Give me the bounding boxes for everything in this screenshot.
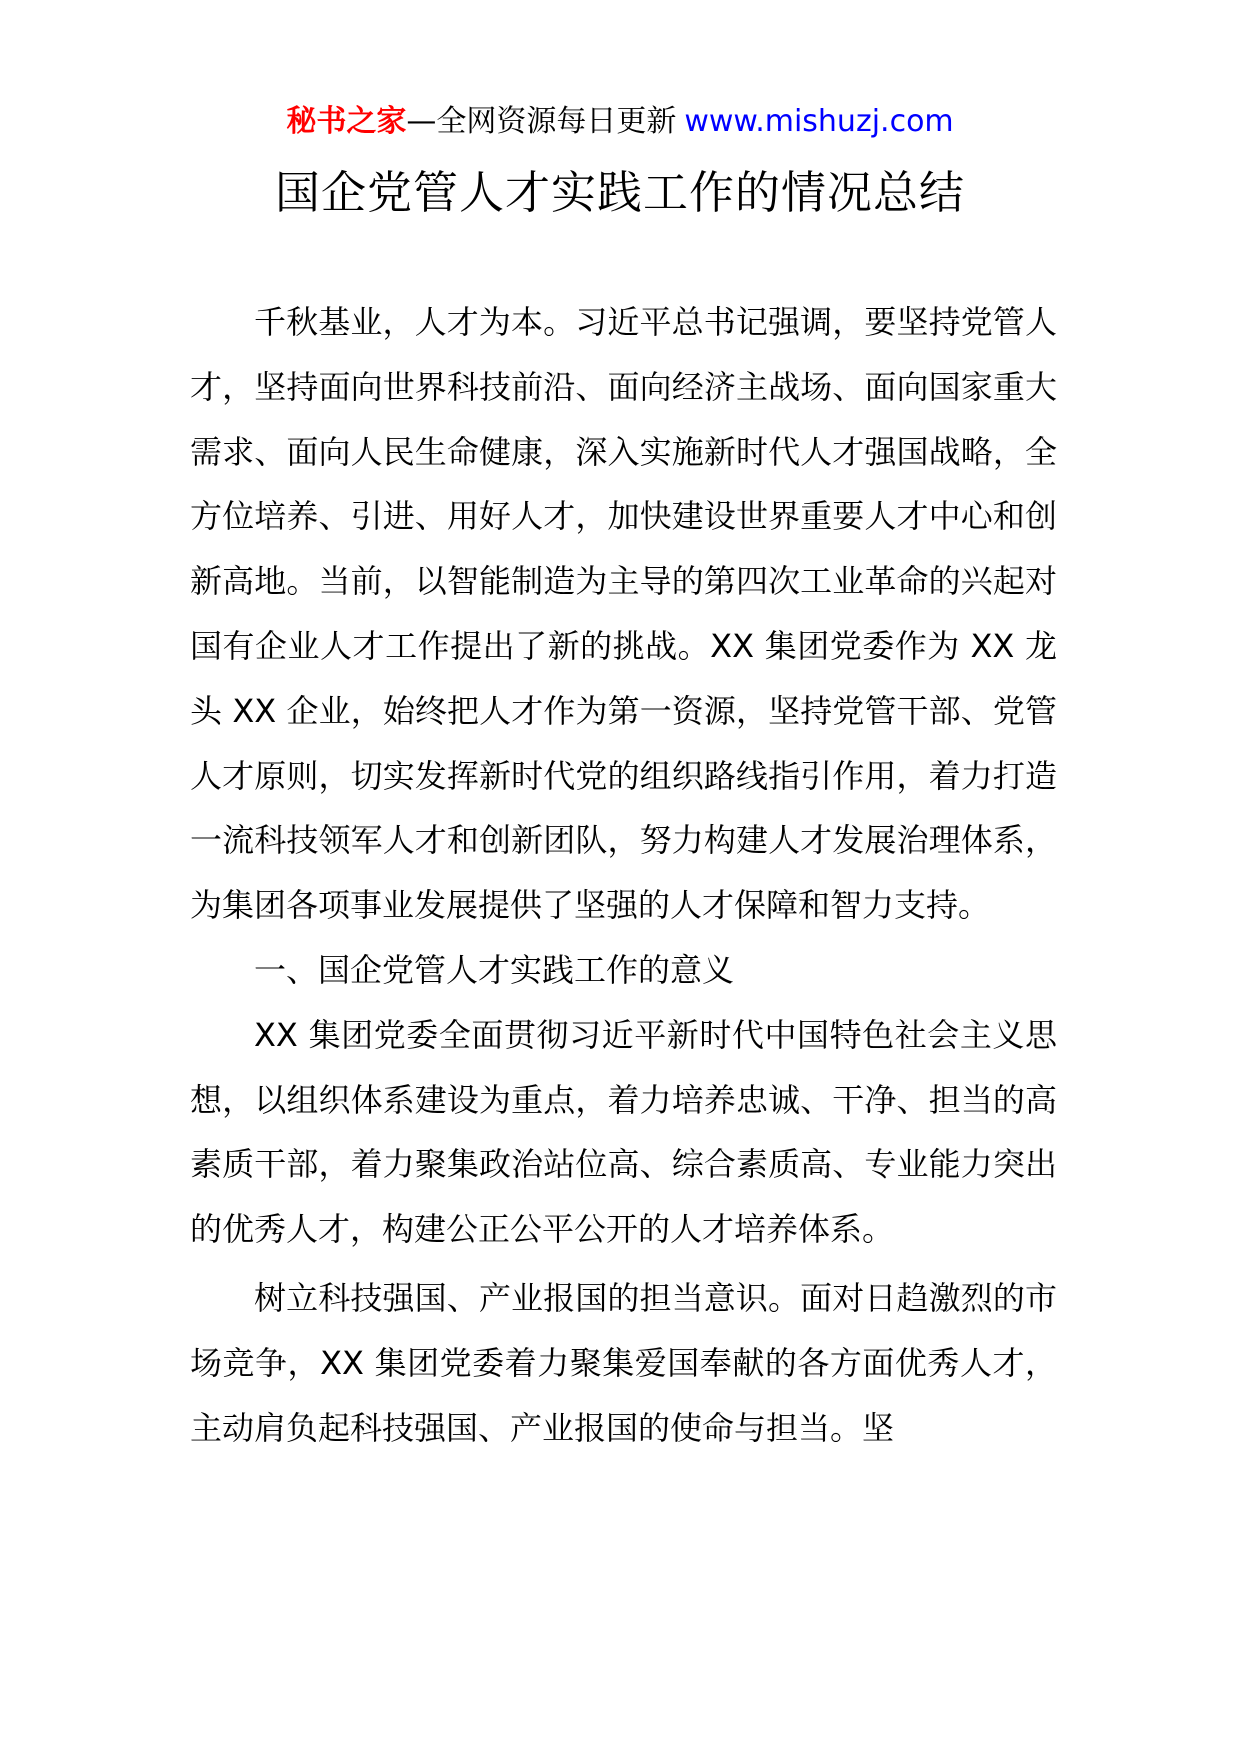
document-body: [190, 290, 1057, 1460]
brand-name: 秘书之家: [286, 104, 407, 139]
document-title: 国企党管人才实践工作的情况总结: [274, 166, 965, 219]
intro-paragraph: 千秋基业，人才为本。习近平总书记强调，要坚持党管人才，坚持面向世界科技前沿、面向经济主战场、面向国家重大需求、面向人民生命健康，深入实施新时代人才强国战略，全方位培养、引进、用好人才，加快建设世界重要人才中心和创新高地。当前，以智能制造为主导的第四次工业革命的兴起对国有企业人才工作提出了新的挑战。XX 集团党委作为 XX 龙头 XX 企业，始终把人才作为第一资源，坚持党管干部、党管人才原则，切实发挥新时代党的组织路线指引作用，着力打造一流科技领军人才和创新团队，努力构建人才发展治理体系，为集团各项事业发展提供了坚强的人才保障和智力支持。: [190, 303, 1057, 925]
section-heading: 一、国企党管人才实践工作的意义: [254, 950, 735, 989]
body-paragraph: 树立科技强国、产业报国的担当意识。面对日趋激烈的市场竞争，XX 集团党委着力聚集爱国奉献的各方面优秀人才，主动肩负起科技强国、产业报国的使命与担当。坚: [190, 1278, 1057, 1447]
site-header: [0, 100, 1240, 144]
body-paragraph: XX 集团党委全面贯彻习近平新时代中国特色社会主义思想，以组织体系建设为重点，着力培养忠诚、干净、担当的高素质干部，着力聚集政治站位高、综合素质高、专业能力突出的优秀人才，构建公正公平公开的人才培养体系。: [190, 1015, 1057, 1249]
site-url-link[interactable]: www.mishuzj.com: [684, 104, 954, 139]
header-tagline: —全网资源每日更新: [406, 104, 677, 139]
